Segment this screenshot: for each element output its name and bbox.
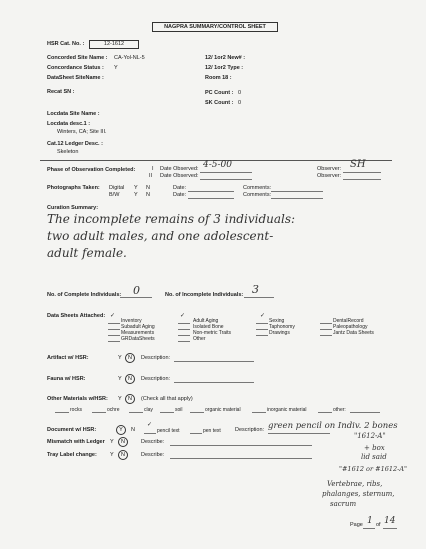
datasheet-drawings[interactable]: Drawings	[269, 330, 290, 336]
curation-line-3: adult female.	[47, 246, 127, 260]
jantz-line	[320, 335, 332, 336]
document-desc-label: Description:	[235, 427, 265, 433]
photo-date-line-2	[188, 198, 234, 199]
observer-line-1	[343, 172, 381, 173]
check-all-note: (Check all that apply)	[141, 396, 193, 402]
concorded-site-label: Concorded Site Name :	[47, 55, 108, 61]
page-number: 1	[367, 516, 373, 526]
artifact-desc-line	[174, 361, 254, 362]
measurements-line	[108, 335, 120, 336]
locdata-desc-label: Locdata desc.1 :	[47, 121, 91, 127]
other-line	[178, 341, 190, 342]
other-materials-label: Other Materials w/HSR:	[47, 396, 108, 402]
datasheet-other[interactable]: Other	[193, 336, 206, 342]
soil-line	[160, 412, 174, 413]
photo-digital-y[interactable]: Y	[134, 185, 138, 191]
photo-bw-y[interactable]: Y	[134, 192, 138, 198]
hsr-cat-value: 12-1612	[89, 40, 139, 49]
room-label: Room 18 :	[205, 75, 232, 81]
date-line-2	[200, 179, 252, 180]
locdata-desc-value: Winters, CA; Site III.	[57, 129, 107, 135]
datasheet-nonmetric-traits[interactable]: Non-metric Traits	[193, 330, 232, 336]
pc-count-value: 0	[238, 90, 242, 96]
other-materials-n[interactable]: N	[125, 394, 135, 404]
date-observed-value: 4-5-00	[203, 160, 232, 170]
material-rocks[interactable]: rocks	[70, 407, 82, 413]
observation-label: Phase of Observation Completed:	[47, 167, 136, 173]
photo-bw-n[interactable]: N	[146, 192, 150, 198]
type-label: 12/ 1or2 Type :	[205, 65, 244, 71]
cat12-label: Cat.12 Ledger Desc. :	[47, 141, 103, 147]
page-total: 14	[384, 516, 396, 526]
datasheet-sexing[interactable]: Sexing	[269, 318, 285, 324]
photo-date-line-1	[188, 191, 234, 192]
photo-date-label-1: Date:	[173, 185, 187, 191]
mismatch-label: Mismatch with Ledger	[47, 439, 105, 445]
paleo-line	[320, 329, 332, 330]
artifact-label: Artifact w/ HSR:	[47, 355, 89, 361]
complete-individuals-value: 0	[133, 284, 140, 297]
of-label: of	[376, 522, 381, 528]
margin-note-3: lid said	[361, 453, 387, 461]
organic-line	[190, 412, 204, 413]
material-organic[interactable]: organic material	[205, 407, 241, 413]
locdata-site-label: Locdata Site Name :	[47, 111, 100, 117]
pen-line	[190, 433, 202, 434]
sheet-title: NAGPRA SUMMARY/CONTROL SHEET	[152, 22, 278, 32]
incomplete-individuals-label: No. of Incomplete Individuals:	[165, 292, 244, 298]
page-total-line	[383, 528, 397, 529]
recat-label: Recat SN :	[47, 89, 75, 95]
material-soil[interactable]: soil	[175, 407, 183, 413]
incomplete-individuals-value: 3	[252, 283, 259, 296]
datasheet-grdatasheets[interactable]: GRDataSheets	[121, 336, 155, 342]
other-materials-y[interactable]: Y	[118, 396, 122, 402]
drawings-line	[256, 335, 268, 336]
datasheet-dental-record[interactable]: DentalRecord	[333, 318, 364, 324]
pencil-check-icon: ✓	[147, 421, 153, 428]
observer-label-2: Observer:	[317, 173, 342, 179]
date-line-1	[200, 172, 252, 173]
margin-note-6: phalanges, sternum,	[322, 490, 395, 498]
photo-comments-label-2: Comments:	[243, 192, 272, 198]
rocks-line	[55, 412, 69, 413]
isolated-bone-line	[178, 329, 190, 330]
fauna-desc-line	[174, 382, 254, 383]
curation-label: Curation Summary:	[47, 205, 99, 211]
datasheet-subadult-aging[interactable]: Subadult Aging	[121, 324, 155, 330]
sk-count-label: SK Count :	[205, 100, 234, 106]
inventory-line	[108, 323, 120, 324]
artifact-y[interactable]: Y	[118, 355, 122, 361]
mismatch-describe-label: Describe:	[141, 439, 165, 445]
document-desc-line	[268, 433, 330, 434]
phase-1-label: I	[152, 166, 154, 172]
datasheet-paleopathology[interactable]: Paleopathology	[333, 324, 368, 330]
photo-digital-label: Digital	[109, 185, 125, 191]
sexing-line	[256, 323, 268, 324]
document-y[interactable]: Y	[116, 425, 126, 435]
sexing-check-icon: ✓	[260, 312, 266, 319]
pc-count-label: PC Count :	[205, 90, 234, 96]
mismatch-desc-line	[170, 445, 312, 446]
photo-bw-label: B/W	[109, 192, 120, 198]
datasheet-measurements[interactable]: Measurements	[121, 330, 155, 336]
hsr-cat-label: HSR Cat. No. :	[47, 41, 85, 47]
fauna-y[interactable]: Y	[118, 376, 122, 382]
photo-date-label-2: Date:	[173, 192, 187, 198]
datasheet-taphonomy[interactable]: Taphonomy	[269, 324, 295, 330]
concordance-status-label: Concordance Status :	[47, 65, 104, 71]
curation-line-2: two adult males, and one adolescent-	[47, 229, 274, 243]
ochre-line	[92, 412, 106, 413]
datasheet-jantz[interactable]: Jantz Data Sheets	[333, 330, 374, 336]
photographs-label: Photographs Taken:	[47, 185, 100, 191]
date-observed-label-2: Date Observed:	[160, 173, 199, 179]
other-material-value-line	[350, 412, 380, 413]
document-n[interactable]: N	[131, 427, 135, 433]
grdatasheets-line	[108, 341, 120, 342]
fauna-desc-label: Description:	[141, 376, 171, 382]
document-pencil-text[interactable]: pencil text	[157, 428, 180, 434]
page-number-line	[363, 528, 375, 529]
nonmetric-line	[178, 335, 190, 336]
material-other[interactable]: other:	[333, 407, 346, 413]
fauna-label: Fauna w/ HSR:	[47, 376, 86, 382]
datasheet-inventory[interactable]: Inventory	[121, 318, 142, 324]
document-label: Document w/ HSR:	[47, 427, 97, 433]
inventory-check-icon: ✓	[110, 312, 116, 319]
margin-note-5: Vertebrae, ribs,	[327, 480, 383, 488]
cat12-value: Skeleton	[57, 149, 79, 155]
phase-2-label: II	[149, 173, 153, 179]
margin-note-4: "#1612 or #1612-A"	[339, 465, 407, 473]
tray-label: Tray Label change:	[47, 452, 97, 458]
mismatch-n[interactable]: N	[118, 437, 128, 447]
margin-note-7: sacrum	[330, 500, 357, 508]
margin-note-2: + box	[364, 444, 385, 452]
dental-line	[320, 323, 332, 324]
complete-individuals-label: No. of Complete Individuals:	[47, 292, 122, 298]
complete-line	[120, 297, 152, 298]
material-ochre[interactable]: ochre	[107, 407, 120, 413]
observer-line-2	[343, 179, 381, 180]
photo-comments-line-1	[271, 191, 323, 192]
date-observed-label-1: Date Observed:	[160, 166, 199, 172]
taphonomy-line	[256, 329, 268, 330]
document-pen-text[interactable]: pen text	[203, 428, 221, 434]
subadult-line	[108, 329, 120, 330]
material-inorganic[interactable]: inorganic material	[267, 407, 307, 413]
photo-digital-n[interactable]: N	[146, 185, 150, 191]
datasheet-adult-aging[interactable]: Adult Aging	[193, 318, 219, 324]
page-label: Page	[350, 522, 363, 528]
fauna-n[interactable]: N	[125, 374, 135, 384]
incomplete-line	[244, 297, 274, 298]
photo-comments-line-2	[271, 198, 323, 199]
inorganic-line	[252, 412, 266, 413]
margin-note-1: "1612-A"	[354, 432, 386, 440]
tray-desc-line	[170, 458, 312, 459]
mismatch-y[interactable]: Y	[110, 439, 114, 445]
observer-value: SH	[350, 159, 366, 170]
tray-describe-label: Describe:	[141, 452, 165, 458]
concorded-site-value: CA-Yol-NL-5	[114, 55, 145, 61]
adult-aging-line	[178, 323, 190, 324]
observer-label-1: Observer:	[317, 166, 342, 172]
other-material-line	[318, 412, 332, 413]
clay-line	[129, 412, 143, 413]
tray-n[interactable]: N	[118, 450, 128, 460]
adult-aging-check-icon: ✓	[180, 312, 186, 319]
new-number-label: 12/ 1or2 New# :	[205, 55, 246, 61]
artifact-desc-label: Description:	[141, 355, 171, 361]
material-clay[interactable]: clay	[144, 407, 153, 413]
concordance-status-value: Y	[114, 65, 118, 71]
tray-y[interactable]: Y	[110, 452, 114, 458]
photo-comments-label-1: Comments:	[243, 185, 272, 191]
sk-count-value: 0	[238, 100, 242, 106]
datasheet-site-label: DataSheet SiteName :	[47, 75, 104, 81]
curation-line-1: The incomplete remains of 3 individuals:	[47, 212, 296, 226]
datasheet-isolated-bone[interactable]: Isolated Bone	[193, 324, 224, 330]
document-desc-value: green pencil on Indiv. 2 bones	[268, 421, 398, 431]
pencil-line	[144, 433, 156, 434]
datasheets-label: Data Sheets Attached:	[47, 313, 106, 319]
artifact-n[interactable]: N	[125, 353, 135, 363]
